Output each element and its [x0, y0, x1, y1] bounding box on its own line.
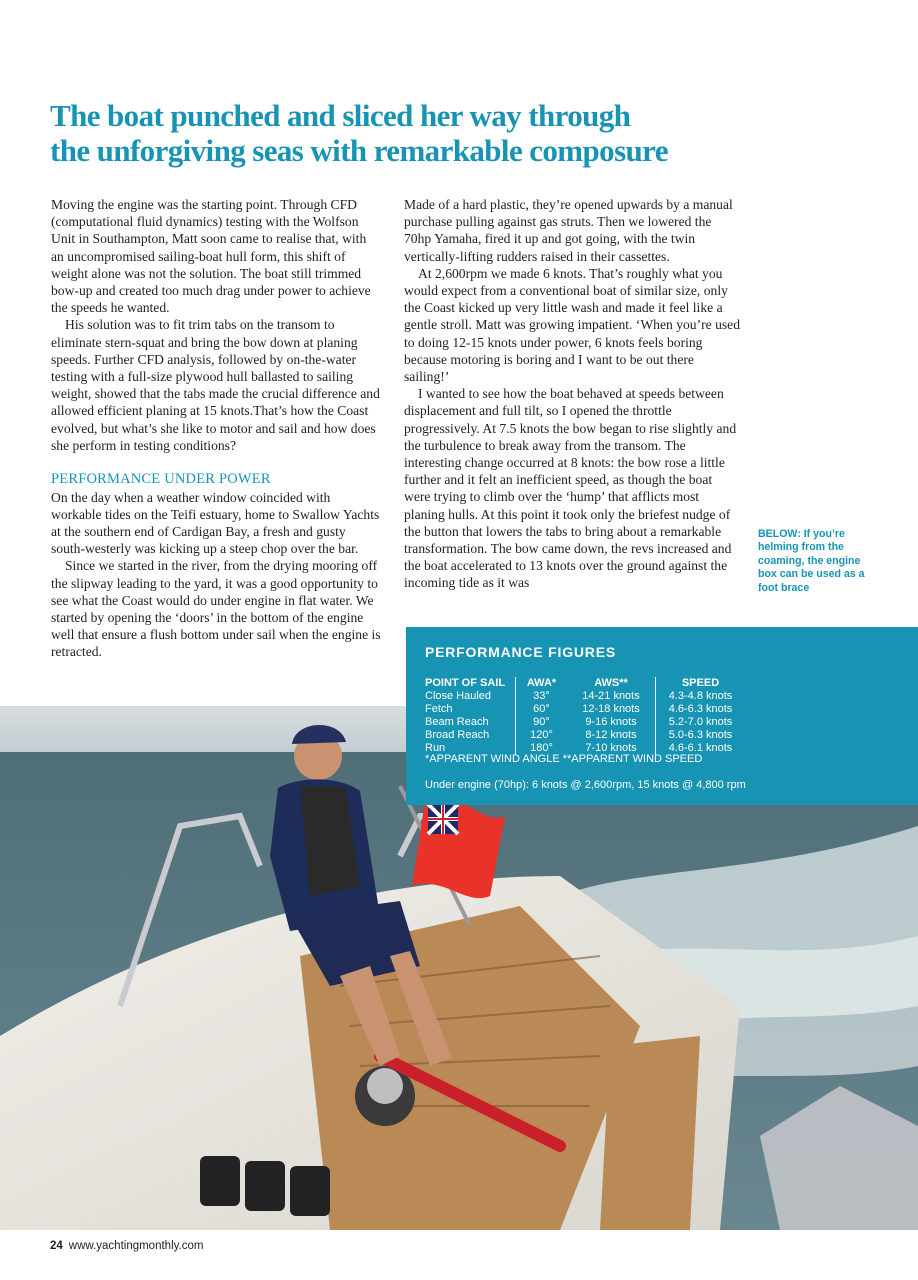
cell-point-of-sail: Beam Reach	[425, 716, 489, 728]
cell-aws: 14-21 knots	[582, 690, 640, 702]
caption-text: If you’re helming from the coaming, the engine box can be used as a foot brace	[758, 528, 865, 594]
page-number: 24	[50, 1240, 63, 1252]
cell-awa: 60°	[515, 703, 567, 716]
caption-lead: BELOW:	[758, 528, 801, 540]
cell-point-of-sail: Close Hauled	[425, 690, 492, 702]
table-footnotes: *APPARENT WIND ANGLE **APPARENT WIND SPEED	[425, 753, 703, 765]
cell-speed: 5.0-6.3 knots	[655, 729, 745, 742]
cell-awa: 33°	[515, 690, 567, 703]
cell-aws: 9-16 knots	[585, 716, 637, 728]
section-subhead: PERFORMANCE UNDER POWER	[51, 471, 271, 488]
panel-title: PERFORMANCE FIGURES	[425, 644, 616, 660]
header-speed: SPEED	[655, 677, 745, 690]
cell-point-of-sail: Fetch	[425, 703, 453, 715]
table-row	[425, 716, 745, 729]
cell-point-of-sail: Run	[425, 742, 446, 754]
cell-speed: 5.2-7.0 knots	[655, 716, 745, 729]
rope-clutch	[290, 1166, 330, 1216]
paragraph: Made of a hard plastic, they’re opened upwards by a manual purchase pulling against gas struts. Then we lowered the 70hp Yamaha, fired it up and got going, with the twin vertically-lifting rudders raised in their cassettes.	[404, 197, 733, 264]
paragraph: On the day when a weather window coincided with workable tides on the Teifi estuary, home to Swallow Yachts at the southern end of Cardigan Bay, a fresh and gusty south-westerly was kicking up a steep chop over the bar.	[51, 489, 380, 557]
photo-caption	[758, 528, 870, 595]
paragraph: At 2,600rpm we made 6 knots. That’s roughly what you would expect from a conventional boat of similar size, only the Coast kicked up very little wash and made it feel like a gentle stroll. Matt was growing impatient. ‘When you’re used to doing 12-15 knots under power, 6 knots feels boring because motoring is boring and I want to be out there sailing!’	[404, 265, 740, 385]
cell-aws: 7-10 knots	[585, 742, 637, 754]
headline-line-2: the unforgiving seas with remarkable composure	[50, 133, 668, 168]
cell-speed: 4.3-4.8 knots	[655, 690, 745, 703]
left-column	[51, 196, 381, 661]
headline	[50, 98, 870, 168]
cell-awa: 90°	[515, 716, 567, 729]
paragraph: Since we started in the river, from the drying mooring off the slipway leading to the yard, it was a good opportunity to see what the Coast would do under engine in flat water. We started by opening the ‘doors’ in the bottom of the engine well that ensure a flush bottom under sail when the engine is retracted.	[51, 558, 381, 660]
cell-point-of-sail: Broad Reach	[425, 729, 490, 741]
cell-awa: 180°	[515, 742, 567, 755]
middle-column	[404, 196, 740, 592]
website-url: www.yachtingmonthly.com	[68, 1240, 204, 1252]
cell-aws: 8-12 knots	[585, 729, 637, 741]
table-row	[425, 690, 745, 703]
cell-aws: 12-18 knots	[582, 703, 640, 715]
performance-figures-panel	[406, 627, 918, 805]
table-row	[425, 703, 745, 716]
rope-clutch	[245, 1161, 285, 1211]
header-point-of-sail: POINT OF SAIL	[425, 677, 506, 689]
table-header-row	[425, 677, 745, 690]
cell-speed: 4.6-6.1 knots	[655, 742, 745, 755]
paragraph: His solution was to fit trim tabs on the transom to eliminate stern-squat and bring the bow down at planing speeds. Further CFD analysis, followed by on-the-water testing with a full-size plywood hull ballasted to sailing weight, showed that the tabs made the crucial difference and allowed efficient planing at 15 knots.That’s how the Coast evolved, but what’s she like to motor and sail and how does she perform in testing conditions?	[51, 317, 380, 453]
engine-performance-note: Under engine (70hp): 6 knots @ 2,600rpm, 15 knots @ 4,800 rpm	[425, 779, 746, 791]
headline-line-1: The boat punched and sliced her way through	[50, 98, 631, 133]
paragraph: I wanted to see how the boat behaved at speeds between displacement and full tilt, so I opened the throttle progressively. At 7.5 knots the bow began to rise slightly and the turbulence to break away from the transom. The interesting change occurred at 8 knots: the bow rose a little further and it felt an inefficient speed, as though the boat were trying to climb over the ‘hump’ that afflicts most planing hulls. At this point it took only the briefest nudge of the button that lowers the tabs to bring about a remarkable transformation. The bow came down, the revs increased and the boat accelerated to 13 knots over the ground against the incoming tide as it was	[404, 386, 737, 591]
table-row	[425, 729, 745, 742]
header-awa: AWA*	[515, 677, 567, 690]
rope-clutch	[200, 1156, 240, 1206]
paragraph: Moving the engine was the starting point. Through CFD (computational fluid dynamics) testing with the Wolfson Unit in Southampton, Matt soon came to realise that, with an uncompromised sailing-boat hull form, this shift of weight alone was not the solution. The boat still trimmed bow-up and created too much drag under power to achieve the speeds he wanted.	[51, 197, 371, 316]
performance-table	[425, 677, 745, 755]
cell-awa: 120°	[515, 729, 567, 742]
page-footer	[50, 1240, 203, 1252]
cell-speed: 4.6-6.3 knots	[655, 703, 745, 716]
teak-stern-step	[600, 1036, 700, 1230]
header-aws: AWS**	[594, 677, 628, 689]
